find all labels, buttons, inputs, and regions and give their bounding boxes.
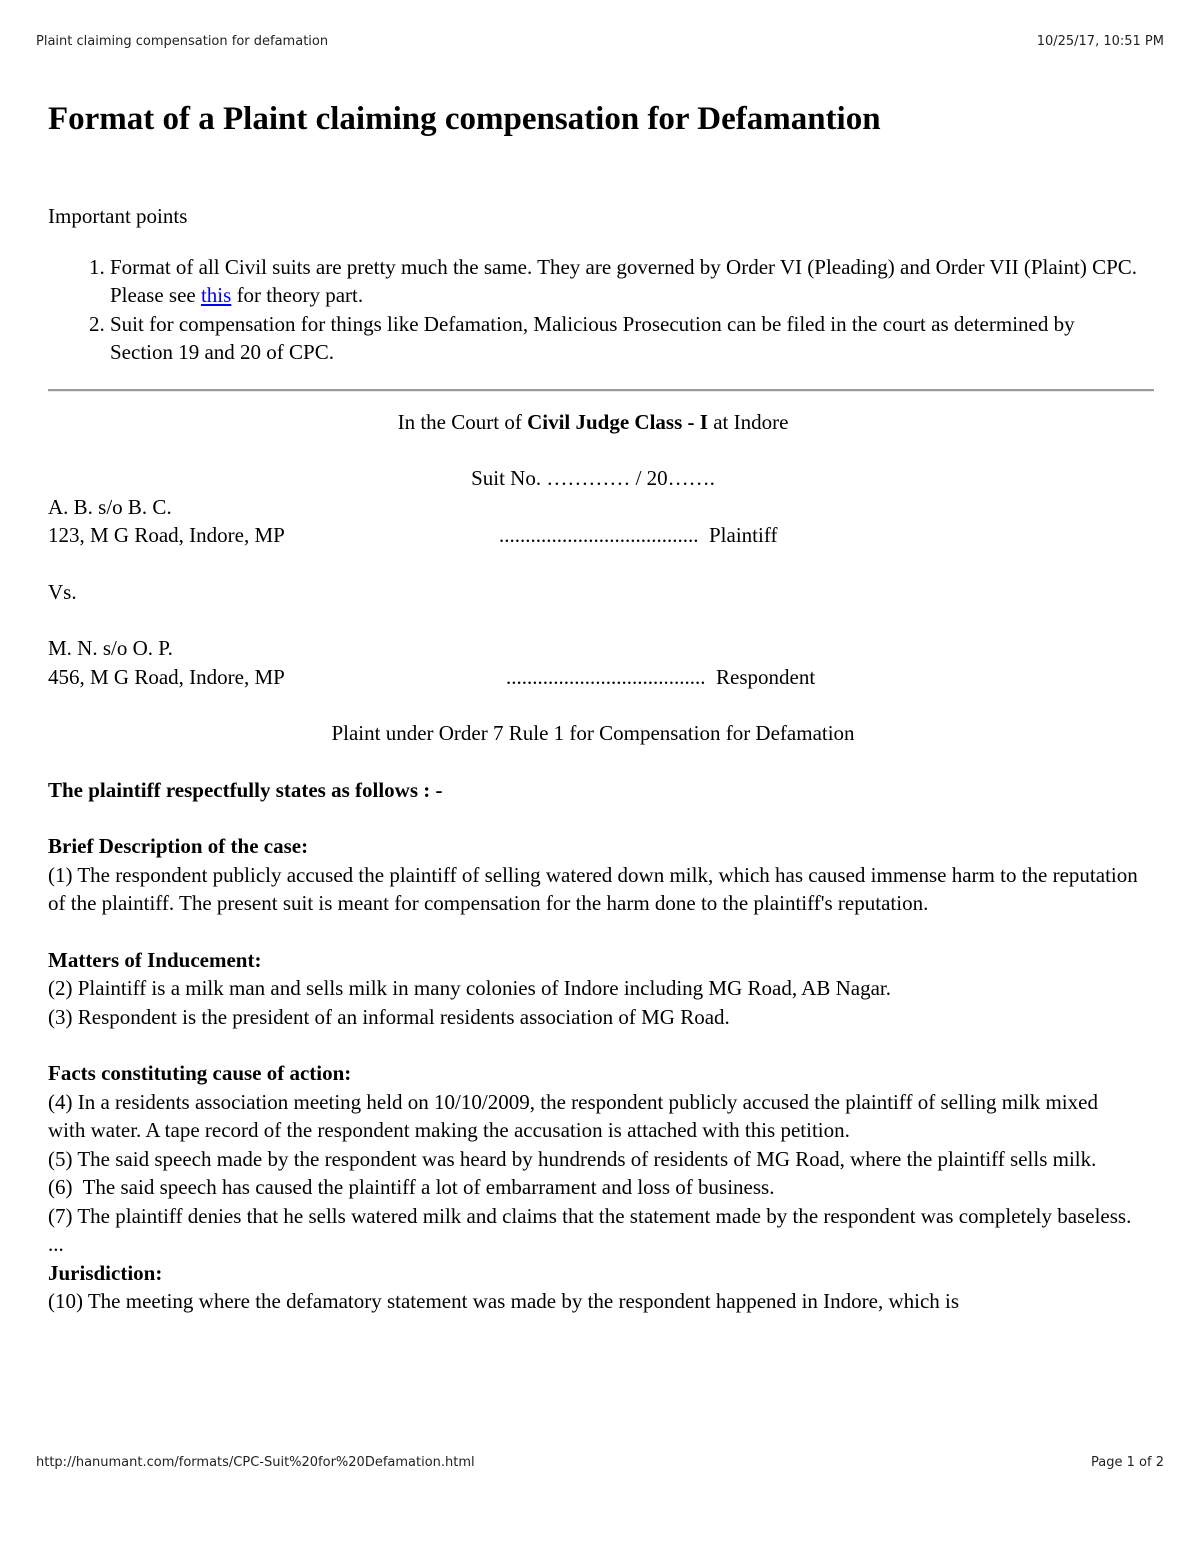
para-4: (4) In a residents association meeting held on 10/10/2009, the respondent publicly accused the plaintiff of selling milk mixed with water. A tape record of the respondent making the accusation is attached with this petition. xyxy=(48,1089,1098,1142)
plaintiff-block xyxy=(48,493,1138,550)
court-line xyxy=(48,408,1138,437)
document-content xyxy=(48,98,1138,1316)
respondent-block xyxy=(48,634,1138,691)
point-2-text: Suit for compensation for things like Defamation, Malicious Prosecution can be filed in the court as determined by Section 19 and 20 of CPC. xyxy=(110,311,1075,364)
respondent-name: M. N. s/o O. P. xyxy=(48,636,173,660)
versus-label: Vs. xyxy=(48,579,77,604)
print-footer-page: Page 1 of 2 xyxy=(1091,1455,1164,1470)
court-prefix: In the Court of xyxy=(397,409,528,434)
print-header-datetime: 10/25/17, 10:51 PM xyxy=(1036,34,1164,49)
court-name: Civil Judge Class - I xyxy=(527,409,708,434)
plaintiff-name: A. B. s/o B. C. xyxy=(48,494,172,519)
important-points-list xyxy=(48,253,1138,367)
respondent-role: Respondent xyxy=(716,664,816,689)
important-points-label: Important points xyxy=(48,204,188,228)
facts-section xyxy=(48,1059,1138,1316)
page-title: Format of a Plaint claiming compensation for Defamantion xyxy=(48,101,881,137)
para-1: (1) The respondent publicly accused the plaintiff of selling watered down milk, which has caused immense harm to the reputation of the plaintiff. The present suit is meant for compensation for the harm done to the plaintiff's reputation. xyxy=(48,862,1138,915)
section-divider xyxy=(48,389,1154,392)
statement-heading xyxy=(48,776,1138,805)
plaintiff-dots-text: ...................................... xyxy=(499,523,699,547)
print-footer xyxy=(36,1455,1164,1473)
brief-section xyxy=(48,832,1138,918)
statement-heading-text: The plaintiff respectfully states as follows : - xyxy=(48,777,443,802)
point-1-text-before: Format of all Civil suits are pretty much the same. They are governed by Order VI (Pleading) and Order VII (Plaint) CPC. Please see xyxy=(110,254,1138,307)
para-10: (10) The meeting where the defamatory statement was made by the respondent happened in Indore, which is xyxy=(48,1289,960,1313)
para-2: (2) Plaintiff is a milk man and sells milk in many colonies of Indore including MG Road, AB Nagar. xyxy=(48,976,891,1000)
para-3: (3) Respondent is the president of an informal residents association of MG Road. xyxy=(48,1004,730,1029)
para-6: (6) The said speech has caused the plaintiff a lot of embarrament and loss of business. xyxy=(48,1175,775,1199)
inducement-heading: Matters of Inducement: xyxy=(48,947,262,972)
plaint-title: Plaint under Order 7 Rule 1 for Compensation for Defamation xyxy=(331,721,855,745)
plaintiff-role: Plaintiff xyxy=(709,523,778,547)
point-1-text-after: for theory part. xyxy=(231,283,364,307)
theory-link[interactable]: this xyxy=(200,283,232,307)
plaintiff-address: 123, M G Road, Indore, MP xyxy=(48,523,285,547)
ellipsis: ... xyxy=(48,1232,64,1256)
respondent-dots-text: ...................................... xyxy=(506,664,706,689)
para-5: (5) The said speech made by the respondent was heard by hundrends of residents of MG Road, where the plaintiff sells milk. xyxy=(48,1146,1097,1171)
respondent-address: 456, M G Road, Indore, MP xyxy=(48,664,285,689)
respondent-address-line xyxy=(48,663,1138,692)
print-footer-url: http://hanumant.com/formats/CPC-Suit%20for%20Defamation.html xyxy=(36,1455,475,1470)
print-header-title: Plaint claiming compensation for defamation xyxy=(36,34,329,49)
suit-number: Suit No. ………… / 20……. xyxy=(471,466,715,490)
brief-heading: Brief Description of the case: xyxy=(48,834,309,858)
respondent-dots xyxy=(506,663,815,692)
plaintiff-address-line xyxy=(48,521,1138,550)
jurisdiction-heading: Jurisdiction: xyxy=(48,1260,163,1285)
print-header xyxy=(36,34,1164,52)
para-7: (7) The plaintiff denies that he sells watered milk and claims that the statement made by the respondent was completely baseless. xyxy=(48,1203,1132,1228)
inducement-section xyxy=(48,946,1138,1032)
list-item xyxy=(110,253,1138,310)
facts-heading: Facts constituting cause of action: xyxy=(48,1061,352,1085)
plaintiff-dots xyxy=(499,521,777,550)
court-suffix: at Indore xyxy=(707,409,789,434)
list-item xyxy=(110,310,1138,367)
